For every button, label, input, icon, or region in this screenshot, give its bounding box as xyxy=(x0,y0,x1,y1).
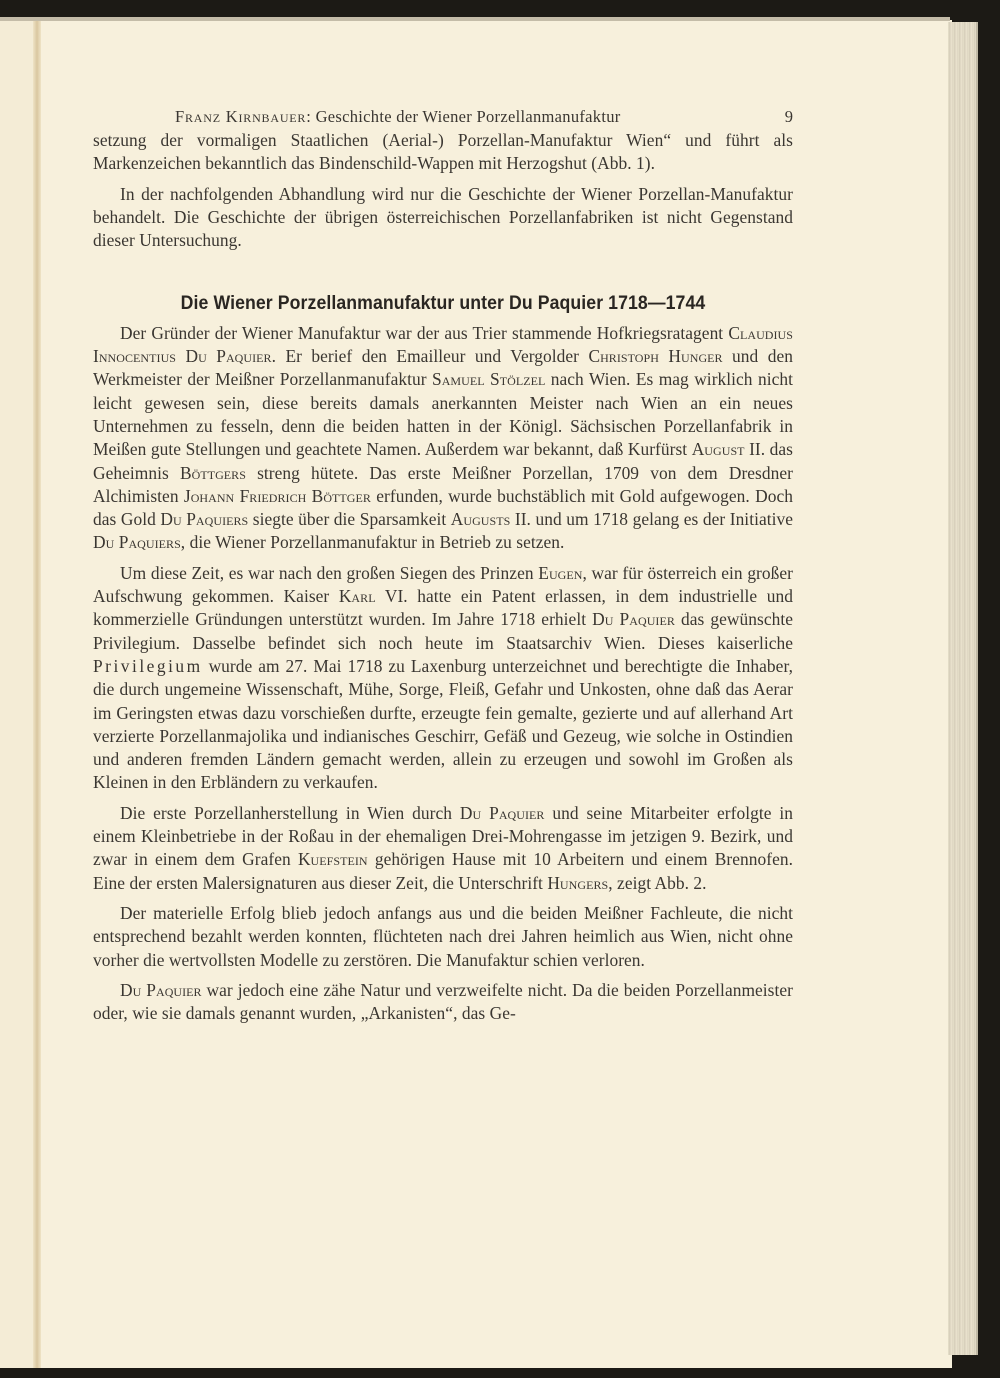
text-run: II. das Geheimnis xyxy=(93,439,793,483)
page-content xyxy=(93,98,793,1025)
person-name: Hungers xyxy=(547,872,609,893)
paragraph xyxy=(93,902,793,972)
person-name: Eugen xyxy=(538,562,583,583)
running-head-separator: : xyxy=(306,107,312,126)
text-run: nach Wien. Es mag wirklich nicht leicht gewesen sein, diese bereits damals anerkannten Meister nach Wien an ein neues Unternehmen zu fesseln, denn die beiden hatten in der Königl. Sächsischen Porzellanfabrik in Meißen gute Stellungen und geachtete Namen. Außerdem war bekannt, daß Kurfürst xyxy=(93,369,793,460)
person-name: Du Paquier xyxy=(120,979,202,1000)
paragraph xyxy=(93,322,793,555)
paragraph xyxy=(93,979,793,1026)
text-run: Um diese Zeit, es war nach den großen Siegen des Prinzen xyxy=(120,562,539,583)
section-heading: Die Wiener Porzellanmanufaktur unter Du Paquier 1718—1744 xyxy=(180,293,706,315)
person-name: Christoph Hunger xyxy=(588,346,723,367)
person-name: Augusts xyxy=(450,509,511,530)
emphasized-term: Privilegium xyxy=(93,655,203,676)
person-name: Samuel Stölzel xyxy=(431,369,546,390)
text-run: Die erste Porzellanherstellung in Wien durch xyxy=(120,802,460,823)
text-run: und den Werkmeister der Meißner Porzellanmanufaktur xyxy=(93,346,793,390)
text-run: , war für österreich ein großer Aufschwung gekommen. Kaiser xyxy=(93,562,794,607)
paragraph xyxy=(93,562,793,795)
text-run: , zeigt Abb. 2. xyxy=(608,872,707,893)
text-run: setzung der vormaligen Staatlichen (Aerial-) Porzellan-Manufaktur Wien“ und führt als Markenzeichen bekanntlich das Bindenschild-Wappen mit Herzogshut (Abb. 1). xyxy=(93,130,793,174)
person-name: Du Paquiers xyxy=(160,509,249,530)
page-edge-top xyxy=(0,17,950,21)
text-run: Der Gründer der Wiener Manufaktur war der aus Trier stammende Hofkriegsratagent xyxy=(120,322,729,343)
text-run: II. und um 1718 gelang es der Initiative xyxy=(510,509,794,530)
person-name: August xyxy=(691,439,745,460)
paragraph xyxy=(93,802,793,895)
intro-paragraphs xyxy=(93,129,793,252)
text-run: streng hütete. Das erste Meißner Porzellan, 1709 von dem Dresdner Alchimisten xyxy=(93,462,793,506)
text-run: . Er berief den Emailleur und Vergolder xyxy=(271,346,589,367)
paragraph xyxy=(93,183,793,253)
text-run: und seine Mitarbeiter erfolgte in einem Kleinbetriebe in der Roßau in der ehemaligen Drei-Mohrengasse im jetzigen 9. Bezirk, und zwar in einem dem Grafen xyxy=(93,802,793,870)
text-run: In der nachfolgenden Abhandlung wird nur die Geschichte der Wiener Porzellan-Manufaktur behandelt. Die Geschichte der übrigen österreichischen Porzellanfabriken ist nicht Gegenstand dieser Untersuchung. xyxy=(93,183,793,251)
facing-page-edge xyxy=(0,20,36,1368)
person-name: Claudius Innocentius Du Paquier xyxy=(93,322,793,367)
text-run: war jedoch eine zähe Natur und verzweifelte nicht. Da die beiden Porzellanmeister oder, wie sie damals genannt wurden, „Arkanisten“, das Ge- xyxy=(93,979,793,1024)
text-run: gehörigen Hause mit 10 Arbeitern und einem Brennofen. Eine der ersten Malersignaturen aus dieser Zeit, die Unterschrift xyxy=(93,849,793,893)
running-head-author: Franz Kirnbauer xyxy=(175,107,307,126)
text-run: Der materielle Erfolg blieb jedoch anfangs aus und die beiden Meißner Fachleute, die nicht entsprechend bezahlt werden konnten, flüchteten nach drei Jahren heimlich aus Wien, nicht ohne vorher die wertvollsten Modelle zu zerstören. Die Manufaktur schien verloren. xyxy=(93,902,793,970)
person-name: Johann Friedrich Böttger xyxy=(183,485,371,506)
person-name: Du Paquier xyxy=(459,802,545,823)
text-run: siegte über die Sparsamkeit xyxy=(248,509,451,530)
text-run: das gewünschte Privilegium. Dasselbe befindet sich noch heute im Staatsarchiv Wien. Dieses kaiserliche xyxy=(93,609,793,653)
running-head xyxy=(93,98,793,128)
person-name: Karl xyxy=(338,586,376,607)
text-run: wurde am 27. Mai 1718 zu Laxenburg unterzeichnet und berechtigte die Inhaber, die durch ungemeine Wissenschaft, Mühe, Sorge, Fleiß, Gefahr und Unkosten, ohne daß das Aerar im Geringsten etwas dazu vorschießen durfte, erzeugte fein gemalte, gezierte und auf allerhand Art verzierte Porzellanmajolika und indianisches Geschirr, Gefäß und Gezeug, wie solche in Ostindien und anderen fremden Ländern gemacht werden, allein zu erzeugen und sowohl im Großen als Kleinen in den Erbländern zu verkaufen. xyxy=(93,655,793,793)
running-head-title xyxy=(175,105,621,128)
person-name: Du Paquiers xyxy=(93,532,181,553)
paragraph xyxy=(93,129,793,176)
book-gutter xyxy=(33,20,41,1368)
text-run: , die Wiener Porzellanmanufaktur in Betrieb zu setzen. xyxy=(180,532,565,553)
person-name: Böttgers xyxy=(179,462,246,483)
page-number: 9 xyxy=(784,107,793,126)
section-paragraphs xyxy=(93,322,793,1026)
running-head-work-title: Geschichte der Wiener Porzellanmanufaktur xyxy=(315,107,621,126)
text-run: erfunden, wurde buchstäblich mit Gold aufgewogen. Doch das Gold xyxy=(93,485,793,530)
person-name: Du Paquier xyxy=(592,609,675,630)
text-run: VI. hatte ein Patent erlassen, in dem industrielle und kommerzielle Gründungen unterstützt wurden. Im Jahre 1718 erhielt xyxy=(93,586,793,630)
person-name: Kuefstein xyxy=(297,849,368,870)
page-stack-edges xyxy=(948,22,978,1355)
